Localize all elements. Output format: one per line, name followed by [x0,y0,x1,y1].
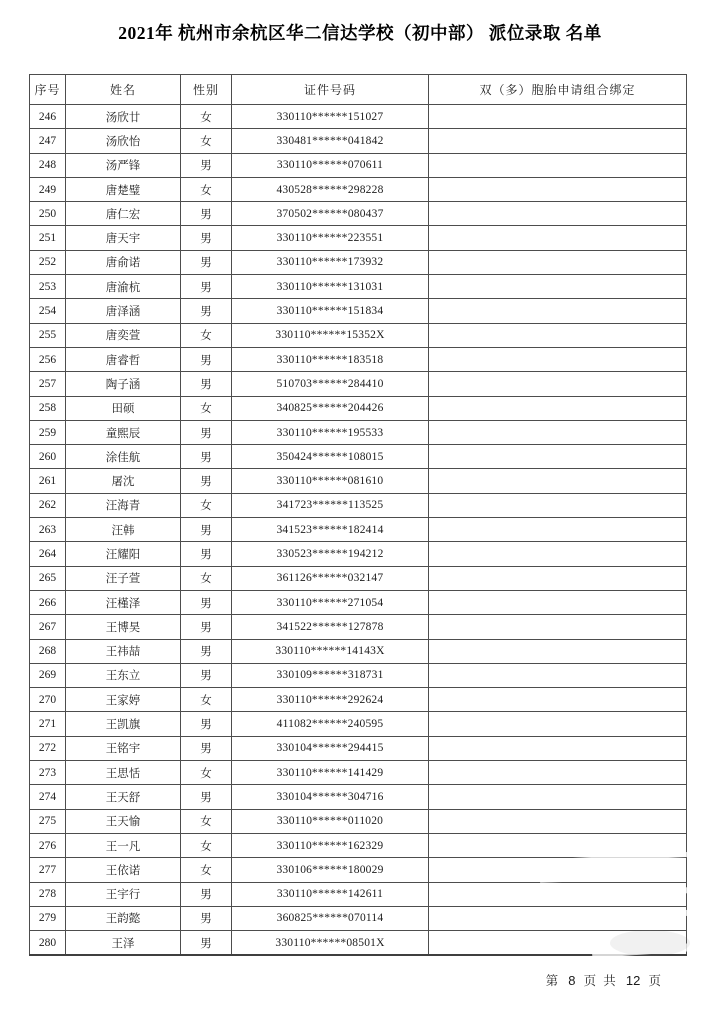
cell-serial: 261 [30,469,66,493]
cell-binding [429,250,687,274]
table-row [30,153,687,177]
cell-name: 唐仁宏 [66,202,181,226]
cell-id: 330109******318731 [232,663,429,687]
cell-serial: 268 [30,639,66,663]
cell-id: 330104******304716 [232,785,429,809]
table-row [30,445,687,469]
cell-name: 唐楚璧 [66,177,181,201]
table-row [30,590,687,614]
cell-name: 王泽 [66,931,181,956]
cell-binding [429,153,687,177]
cell-gender: 男 [181,420,232,444]
cell-gender: 男 [181,202,232,226]
cell-serial: 265 [30,566,66,590]
cell-gender: 男 [181,275,232,299]
table-row [30,809,687,833]
cell-binding [429,396,687,420]
cell-gender: 男 [181,226,232,250]
table-row [30,712,687,736]
table-row [30,566,687,590]
cell-id: 341723******113525 [232,493,429,517]
cell-gender: 女 [181,833,232,857]
cell-id: 341523******182414 [232,518,429,542]
cell-name: 王东立 [66,663,181,687]
cell-binding [429,177,687,201]
cell-gender: 女 [181,177,232,201]
cell-serial: 275 [30,809,66,833]
page-footer [546,971,663,989]
cell-id: 430528******298228 [232,177,429,201]
cell-id: 350424******108015 [232,445,429,469]
cell-gender: 男 [181,736,232,760]
table-row [30,858,687,882]
table-row [30,518,687,542]
cell-gender: 男 [181,639,232,663]
cell-serial: 271 [30,712,66,736]
cell-binding [429,372,687,396]
cell-gender: 男 [181,518,232,542]
cell-name: 汤欣廿 [66,105,181,129]
cell-binding [429,299,687,323]
cell-gender: 女 [181,761,232,785]
cell-id: 330110******08501X [232,931,429,956]
cell-serial: 251 [30,226,66,250]
table-row [30,469,687,493]
cell-name: 唐泽涵 [66,299,181,323]
cell-id: 360825******070114 [232,906,429,930]
header-id: 证件号码 [232,75,429,105]
cell-name: 田硕 [66,396,181,420]
cell-serial: 280 [30,931,66,956]
table-row [30,177,687,201]
cell-name: 汪槿泽 [66,590,181,614]
cell-id: 330110******070611 [232,153,429,177]
cell-gender: 男 [181,663,232,687]
cell-name: 王一凡 [66,833,181,857]
cell-serial: 253 [30,275,66,299]
cell-gender: 女 [181,323,232,347]
cell-binding [429,129,687,153]
cell-gender: 男 [181,615,232,639]
cell-serial: 273 [30,761,66,785]
cell-binding [429,420,687,444]
cell-id: 330110******141429 [232,761,429,785]
cell-binding [429,882,687,906]
cell-serial: 259 [30,420,66,444]
cell-binding [429,493,687,517]
header-gender: 性别 [181,75,232,105]
cell-serial: 272 [30,736,66,760]
cell-id: 361126******032147 [232,566,429,590]
cell-gender: 女 [181,566,232,590]
cell-serial: 276 [30,833,66,857]
cell-binding [429,590,687,614]
cell-serial: 255 [30,323,66,347]
table-row [30,323,687,347]
cell-binding [429,809,687,833]
cell-serial: 274 [30,785,66,809]
cell-serial: 277 [30,858,66,882]
cell-gender: 女 [181,129,232,153]
cell-name: 王家婷 [66,688,181,712]
admission-table [29,74,687,956]
cell-name: 王依诺 [66,858,181,882]
cell-serial: 270 [30,688,66,712]
cell-gender: 男 [181,299,232,323]
footer-prefix: 第 [545,974,561,988]
cell-name: 王天舒 [66,785,181,809]
cell-name: 王宇行 [66,882,181,906]
cell-name: 唐俞诺 [66,250,181,274]
table-row [30,396,687,420]
cell-gender: 男 [181,590,232,614]
cell-gender: 女 [181,493,232,517]
cell-name: 王天愉 [66,809,181,833]
page-title: 2021年 杭州市余杭区华二信达学校（初中部） 派位录取 名单 [118,23,602,43]
cell-gender: 女 [181,688,232,712]
cell-gender: 男 [181,906,232,930]
cell-id: 330110******183518 [232,347,429,371]
cell-id: 330110******15352X [232,323,429,347]
cell-gender: 男 [181,445,232,469]
cell-name: 王铭宇 [66,736,181,760]
cell-binding [429,347,687,371]
cell-name: 涂佳航 [66,445,181,469]
footer-suffix: 页 [648,974,663,988]
cell-id: 330110******151834 [232,299,429,323]
cell-serial: 254 [30,299,66,323]
cell-name: 唐奕萱 [66,323,181,347]
cell-serial: 257 [30,372,66,396]
cell-id: 510703******284410 [232,372,429,396]
cell-binding [429,663,687,687]
cell-gender: 女 [181,858,232,882]
cell-gender: 女 [181,396,232,420]
cell-id: 330110******011020 [232,809,429,833]
table-row [30,105,687,129]
cell-id: 330110******292624 [232,688,429,712]
cell-id: 330104******294415 [232,736,429,760]
cell-gender: 男 [181,372,232,396]
table-row [30,639,687,663]
cell-gender: 男 [181,153,232,177]
cell-id: 330110******223551 [232,226,429,250]
header-name: 姓名 [66,75,181,105]
cell-gender: 男 [181,347,232,371]
cell-binding [429,566,687,590]
footer-total-pages: 12 [625,973,641,988]
cell-serial: 269 [30,663,66,687]
cell-id: 330481******041842 [232,129,429,153]
table-row [30,736,687,760]
cell-gender: 男 [181,250,232,274]
cell-binding [429,761,687,785]
header-binding: 双（多）胞胎申请组合绑定 [429,75,687,105]
cell-serial: 267 [30,615,66,639]
cell-serial: 278 [30,882,66,906]
cell-serial: 250 [30,202,66,226]
cell-name: 童熙辰 [66,420,181,444]
table-row [30,299,687,323]
table-row [30,347,687,371]
footer-middle: 页 共 [583,974,618,988]
cell-serial: 256 [30,347,66,371]
cell-name: 王祎喆 [66,639,181,663]
cell-name: 王博昊 [66,615,181,639]
cell-binding [429,469,687,493]
cell-id: 340825******204426 [232,396,429,420]
cell-name: 汤严锋 [66,153,181,177]
cell-binding [429,445,687,469]
cell-binding [429,785,687,809]
cell-serial: 246 [30,105,66,129]
cell-binding [429,931,687,956]
cell-binding [429,858,687,882]
table-row [30,420,687,444]
cell-gender: 男 [181,785,232,809]
cell-binding [429,736,687,760]
cell-binding [429,639,687,663]
cell-id: 341522******127878 [232,615,429,639]
table-row [30,931,687,956]
cell-gender: 男 [181,469,232,493]
cell-serial: 262 [30,493,66,517]
cell-name: 汤欣怡 [66,129,181,153]
cell-gender: 女 [181,105,232,129]
cell-id: 330110******195533 [232,420,429,444]
cell-name: 汪子萱 [66,566,181,590]
table-row [30,275,687,299]
cell-name: 唐渝杭 [66,275,181,299]
cell-serial: 249 [30,177,66,201]
table-row [30,615,687,639]
cell-serial: 263 [30,518,66,542]
cell-binding [429,542,687,566]
cell-id: 330110******081610 [232,469,429,493]
cell-name: 陶子涵 [66,372,181,396]
cell-name: 王韵懿 [66,906,181,930]
cell-binding [429,226,687,250]
cell-binding [429,615,687,639]
table-body [30,105,687,956]
cell-serial: 248 [30,153,66,177]
cell-serial: 279 [30,906,66,930]
cell-binding [429,202,687,226]
cell-gender: 男 [181,882,232,906]
cell-serial: 264 [30,542,66,566]
table-row [30,663,687,687]
cell-name: 汪韩 [66,518,181,542]
table-row [30,688,687,712]
cell-serial: 266 [30,590,66,614]
cell-id: 330110******151027 [232,105,429,129]
header-row [30,75,687,105]
cell-binding [429,275,687,299]
cell-name: 唐天宇 [66,226,181,250]
cell-binding [429,833,687,857]
cell-id: 330110******173932 [232,250,429,274]
cell-id: 411082******240595 [232,712,429,736]
cell-id: 330110******14143X [232,639,429,663]
cell-binding [429,105,687,129]
table-row [30,785,687,809]
cell-id: 370502******080437 [232,202,429,226]
cell-name: 汪耀阳 [66,542,181,566]
cell-binding [429,712,687,736]
cell-binding [429,323,687,347]
table-row [30,129,687,153]
cell-binding [429,688,687,712]
cell-id: 330523******194212 [232,542,429,566]
cell-serial: 252 [30,250,66,274]
table-row [30,542,687,566]
cell-gender: 男 [181,931,232,956]
cell-id: 330106******180029 [232,858,429,882]
table-row [30,226,687,250]
footer-page-number: 8 [568,973,576,988]
cell-name: 唐睿哲 [66,347,181,371]
cell-name: 王思恬 [66,761,181,785]
cell-id: 330110******142611 [232,882,429,906]
cell-id: 330110******131031 [232,275,429,299]
cell-serial: 260 [30,445,66,469]
cell-name: 王凯旗 [66,712,181,736]
cell-name: 屠沈 [66,469,181,493]
cell-gender: 女 [181,809,232,833]
cell-gender: 男 [181,542,232,566]
table-row [30,250,687,274]
table-row [30,882,687,906]
cell-serial: 258 [30,396,66,420]
cell-serial: 247 [30,129,66,153]
table-row [30,761,687,785]
cell-binding [429,518,687,542]
table-row [30,493,687,517]
cell-name: 汪海青 [66,493,181,517]
table-row [30,906,687,930]
cell-id: 330110******271054 [232,590,429,614]
header-serial: 序号 [30,75,66,105]
table-row [30,372,687,396]
table-row [30,833,687,857]
table-row [30,202,687,226]
cell-gender: 男 [181,712,232,736]
cell-id: 330110******162329 [232,833,429,857]
table-header-row [30,75,687,105]
cell-binding [429,906,687,930]
